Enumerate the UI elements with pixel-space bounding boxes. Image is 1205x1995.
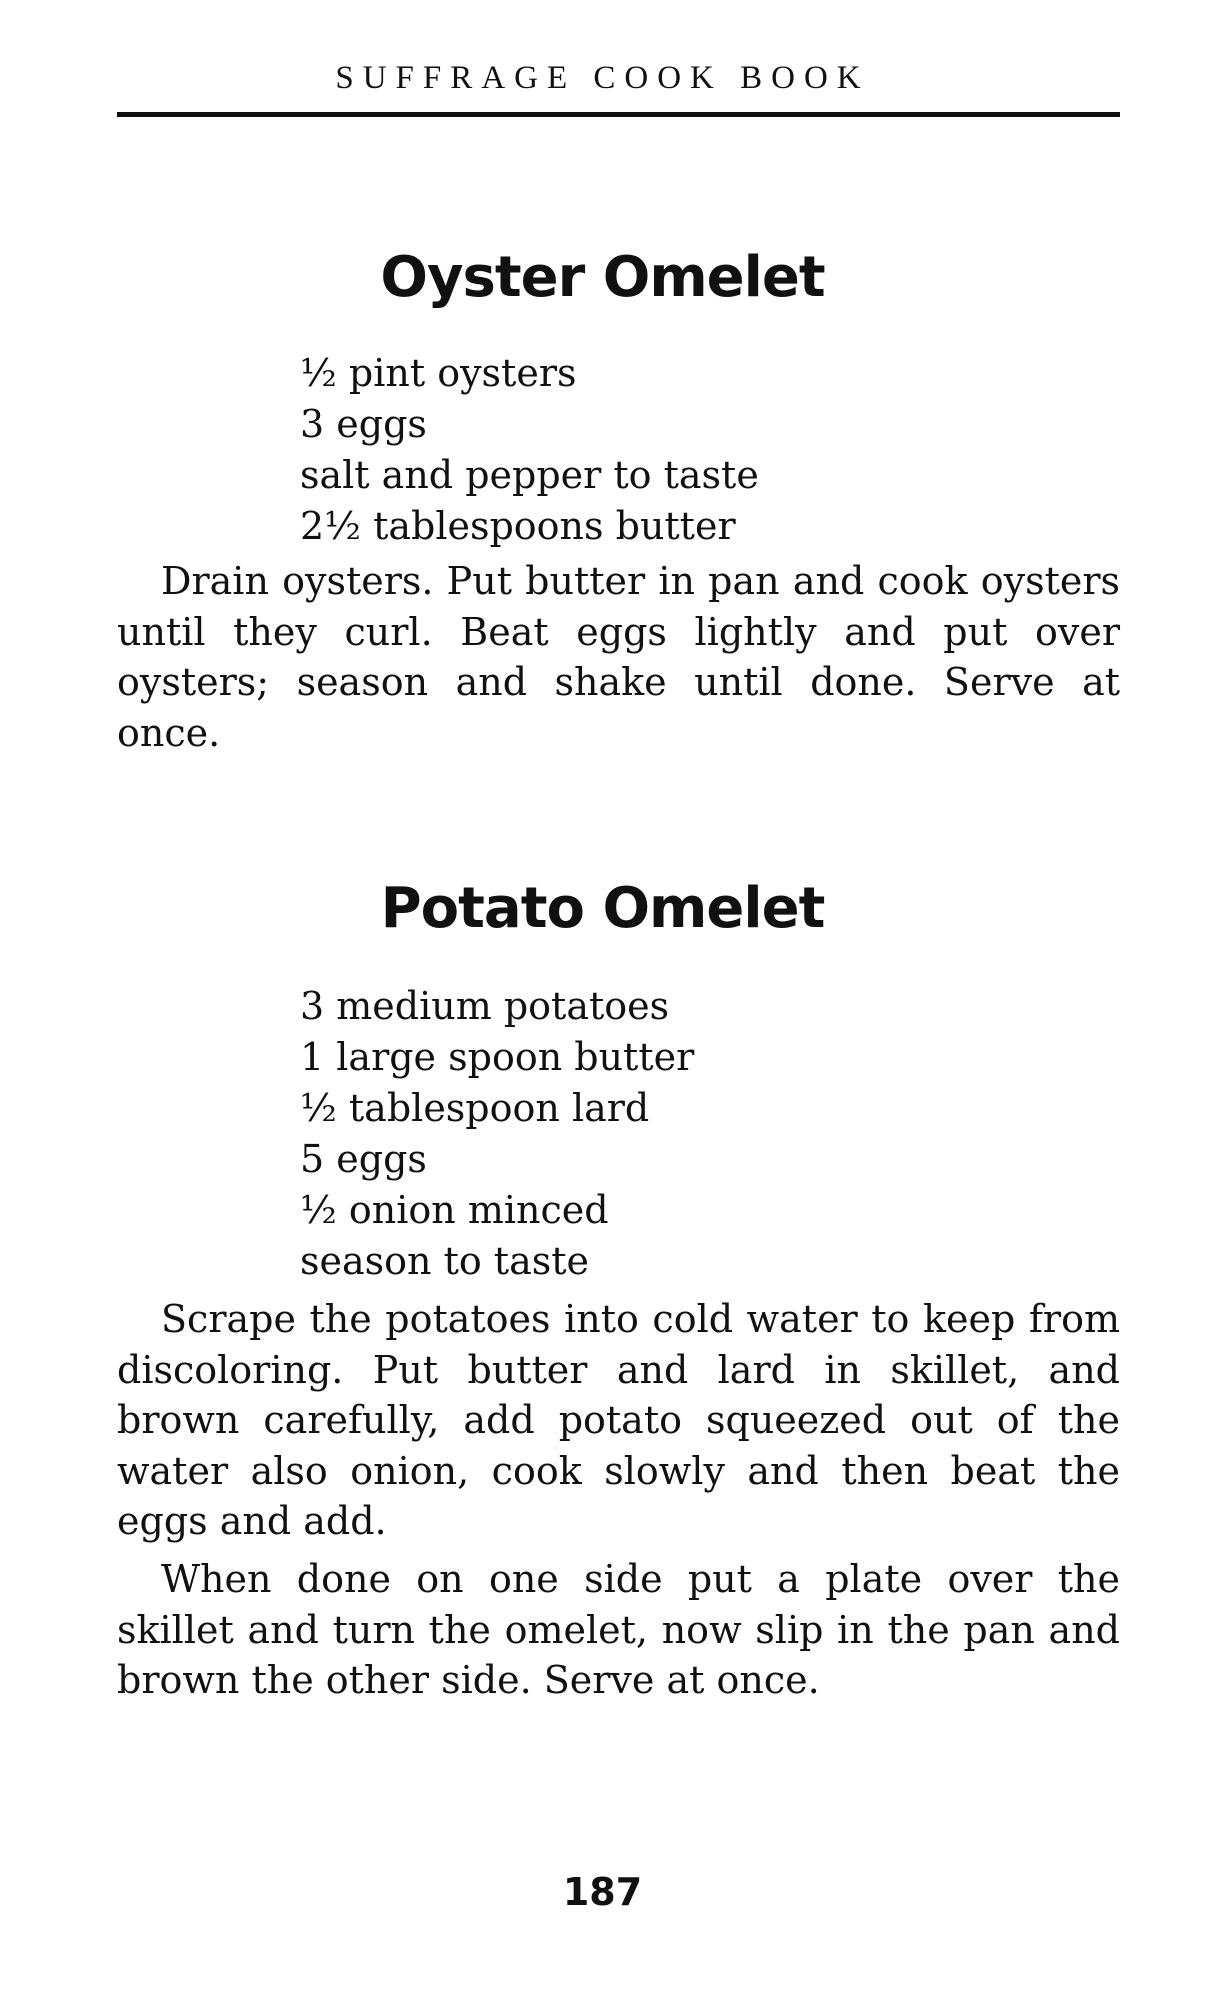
ingredient-item: 3 medium potatoes [300, 984, 670, 1028]
ingredient-item: 5 eggs [300, 1137, 427, 1181]
ingredient-item: season to taste [300, 1239, 589, 1283]
ingredient-item: 2½ tablespoons butter [300, 504, 736, 548]
header-rule [117, 112, 1120, 117]
recipe-title: Oyster Omelet [380, 245, 825, 310]
ingredient-item: salt and pepper to taste [300, 453, 759, 497]
ingredient-item: ½ pint oysters [300, 351, 577, 395]
ingredient-item: 3 eggs [300, 402, 427, 446]
ingredient-list [300, 348, 759, 552]
ingredient-item: 1 large spoon butter [300, 1035, 695, 1079]
ingredient-list [300, 981, 694, 1287]
instructions-paragraph: Drain oysters. Put butter in pan and cook oysters until they curl. Beat eggs lightly and put over oysters; season and shake until done. Serve at once. [117, 559, 1120, 755]
ingredient-item: ½ onion minced [300, 1188, 609, 1232]
ingredient-item: ½ tablespoon lard [300, 1086, 650, 1130]
running-head: SUFFRAGE COOK BOOK [335, 60, 870, 96]
instructions-paragraph: Scrape the potatoes into cold water to keep from discoloring. Put butter and lard in skillet, and brown carefully, add potato squeezed out of the water also onion, cook slowly and then beat the eggs and add. [117, 1297, 1120, 1543]
recipe-title: Potato Omelet [380, 876, 825, 941]
page-number: 187 [562, 1870, 643, 1914]
instructions-paragraph: When done on one side put a plate over the skillet and turn the omelet, now slip in the pan and brown the other side. Serve at once. [117, 1557, 1120, 1702]
